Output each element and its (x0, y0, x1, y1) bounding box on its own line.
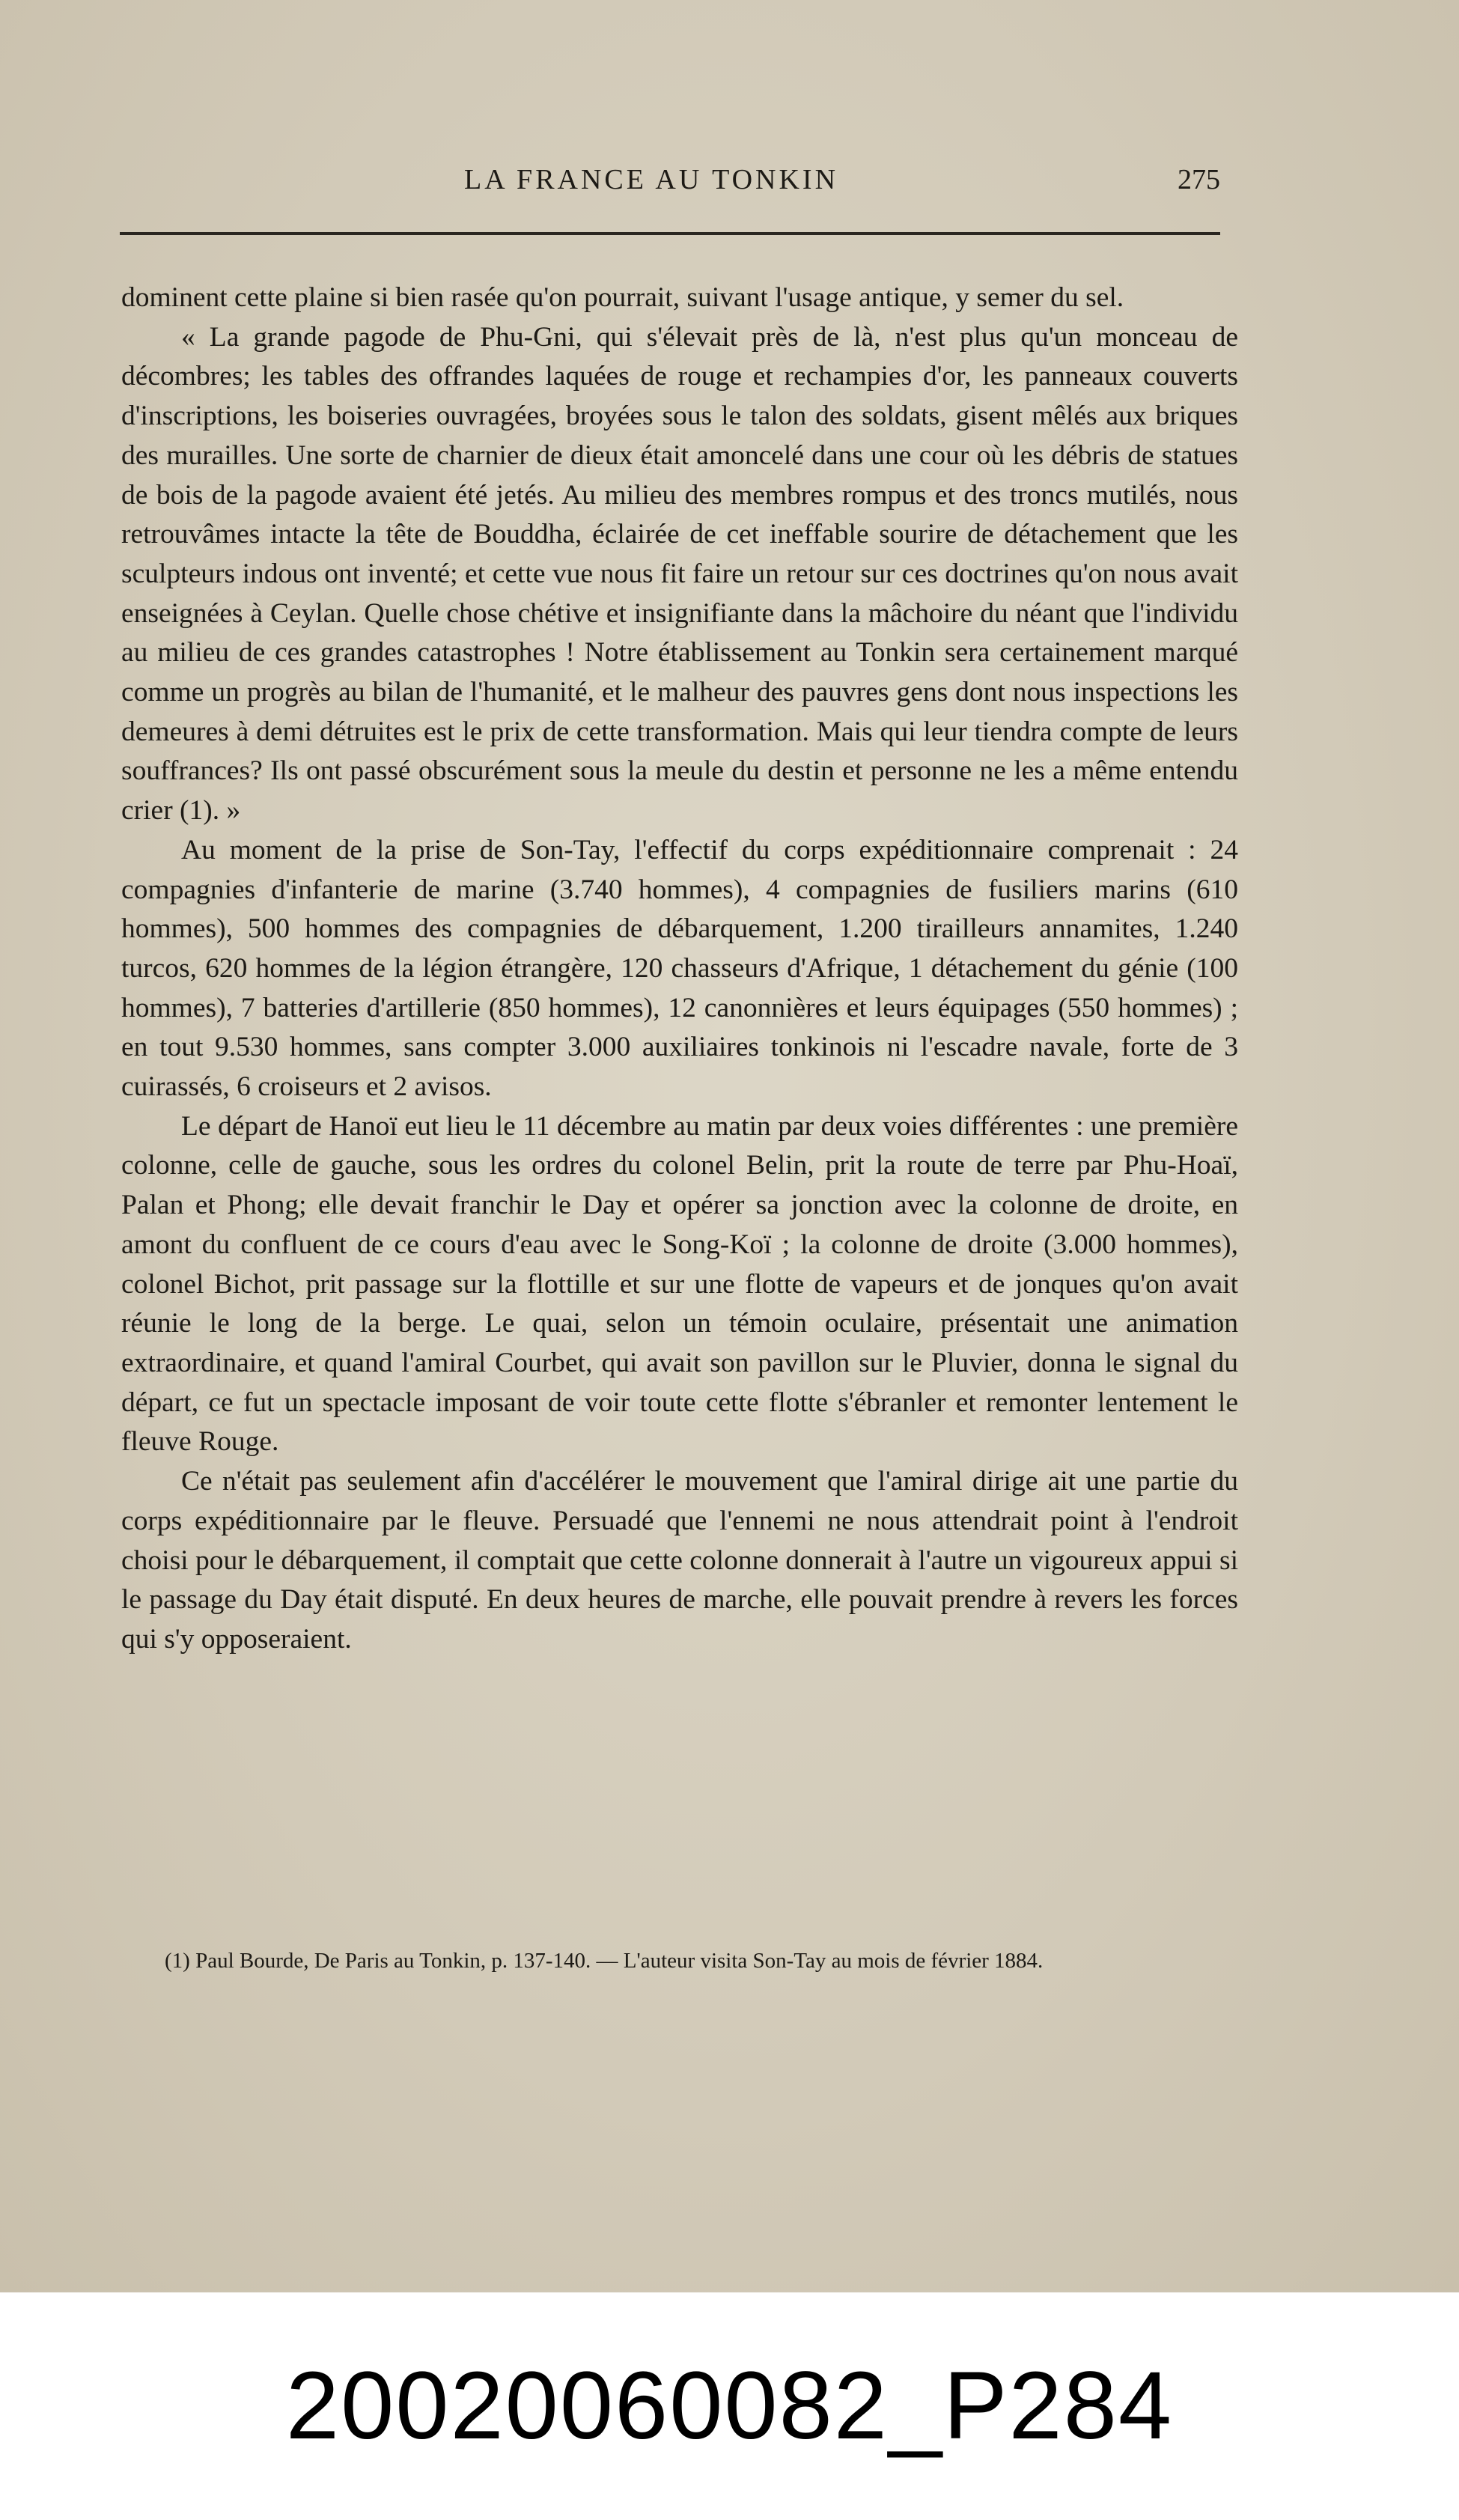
paragraph: dominent cette plaine si bien rasée qu'on pourrait, suivant l'usage antique, y semer du sel. (121, 282, 1124, 313)
paragraph: Au moment de la prise de Son-Tay, l'effectif du corps expéditionnaire comprenait : 24 compagnies d'infanterie de marine (3.740 hommes), 4 compagnies de fusiliers marins (610 hommes), 500 hommes des compagnies de débarquement, 1.200 tirailleurs annamites, 1.240 turcos, 620 hommes de la légion étrangère, 120 chasseurs d'Afrique, 1 détachement du génie (100 hommes), 7 batteries d'artillerie (850 hommes), 12 canonnières et leurs équipages (550 hommes) ; en tout 9.530 hommes, sans compter 3.000 auxiliaires tonkinois ni l'escadre navale, forte de 3 cuirassés, 6 croiseurs et 2 avisos. (121, 834, 1238, 1103)
running-title: LA FRANCE AU TONKIN (464, 164, 839, 195)
page-number: 275 (1178, 164, 1220, 195)
header-rule (120, 232, 1220, 235)
scan-id-label: 20020060082_P284 (285, 2352, 1174, 2459)
paragraph: Le départ de Hanoï eut lieu le 11 décembre au matin par deux voies différentes : une première colonne, celle de gauche, sous les ordres du colonel Belin, prit la route de terre par Phu-Hoaï, Palan et Phong; elle devait franchir le Day et opérer sa jonction avec la colonne de droite, en amont du confluent de ce cours d'eau avec le Song-Koï ; la colonne de droite (3.000 hommes), colonel Bichot, prit passage sur la flottille et sur une flotte de vapeurs et de jonques qu'on avait réunie le long de la berge. Le quai, selon un témoin oculaire, présentait une animation extraordinaire, et quand l'amiral Courbet, qui avait son pavillon sur le Pluvier, donna le signal du départ, ce fut un spectacle imposant de voir toute cette flotte s'ébranler et remonter lentement le fleuve Rouge. (121, 1110, 1238, 1458)
paragraph: « La grande pagode de Phu-Gni, qui s'élevait près de là, n'est plus qu'un monceau de décombres; les tables des offrandes laquées de rouge et rechampies d'or, les panneaux couverts d'inscriptions, les boiseries ouvragées, broyées sous le talon des soldats, gisent mêlés aux briques des murailles. Une sorte de charnier de dieux était amoncelé dans une cour où les débris de statues de bois de la pagode avaient été jetés. Au milieu des membres rompus et des troncs mutilés, nous retrouvâmes intacte la tête de Bouddha, éclairée de cet ineffable sourire de détachement que les sculpteurs indous ont inventé; et cette vue nous fit faire un retour sur ces doctrines qu'on nous avait enseignées à Ceylan. Quelle chose chétive et insignifiante dans la mâchoire du néant que l'individu au milieu de ces grandes catastrophes ! Notre établissement au Tonkin sera certainement marqué comme un progrès au bilan de l'humanité, et le malheur des pauvres gens dont nous inspections les demeures à demi détruites est le prix de cette transformation. Mais qui leur tiendra compte de leurs souffrances? Ils ont passé obscurément sous la meule du destin et personne ne les a même entendu crier (1). » (121, 321, 1238, 827)
body-text (121, 279, 1238, 1660)
page-header (120, 163, 1220, 208)
footnote (120, 1945, 1237, 1976)
footnote-text: (1) Paul Bourde, De Paris au Tonkin, p. 137-140. — L'auteur visita Son-Tay au mois de février 1884. (165, 1949, 1044, 1973)
paragraph: Ce n'était pas seulement afin d'accélérer le mouvement que l'amiral dirige ait une partie du corps expéditionnaire par le fleuve. Persuadé que l'ennemi ne nous attendrait point à l'endroit choisi pour le débarquement, il comptait que cette colonne donnerait à l'autre un vigoureux appui si le passage du Day était disputé. En deux heures de marche, elle pouvait prendre à revers les forces qui s'y opposeraient. (121, 1466, 1238, 1655)
